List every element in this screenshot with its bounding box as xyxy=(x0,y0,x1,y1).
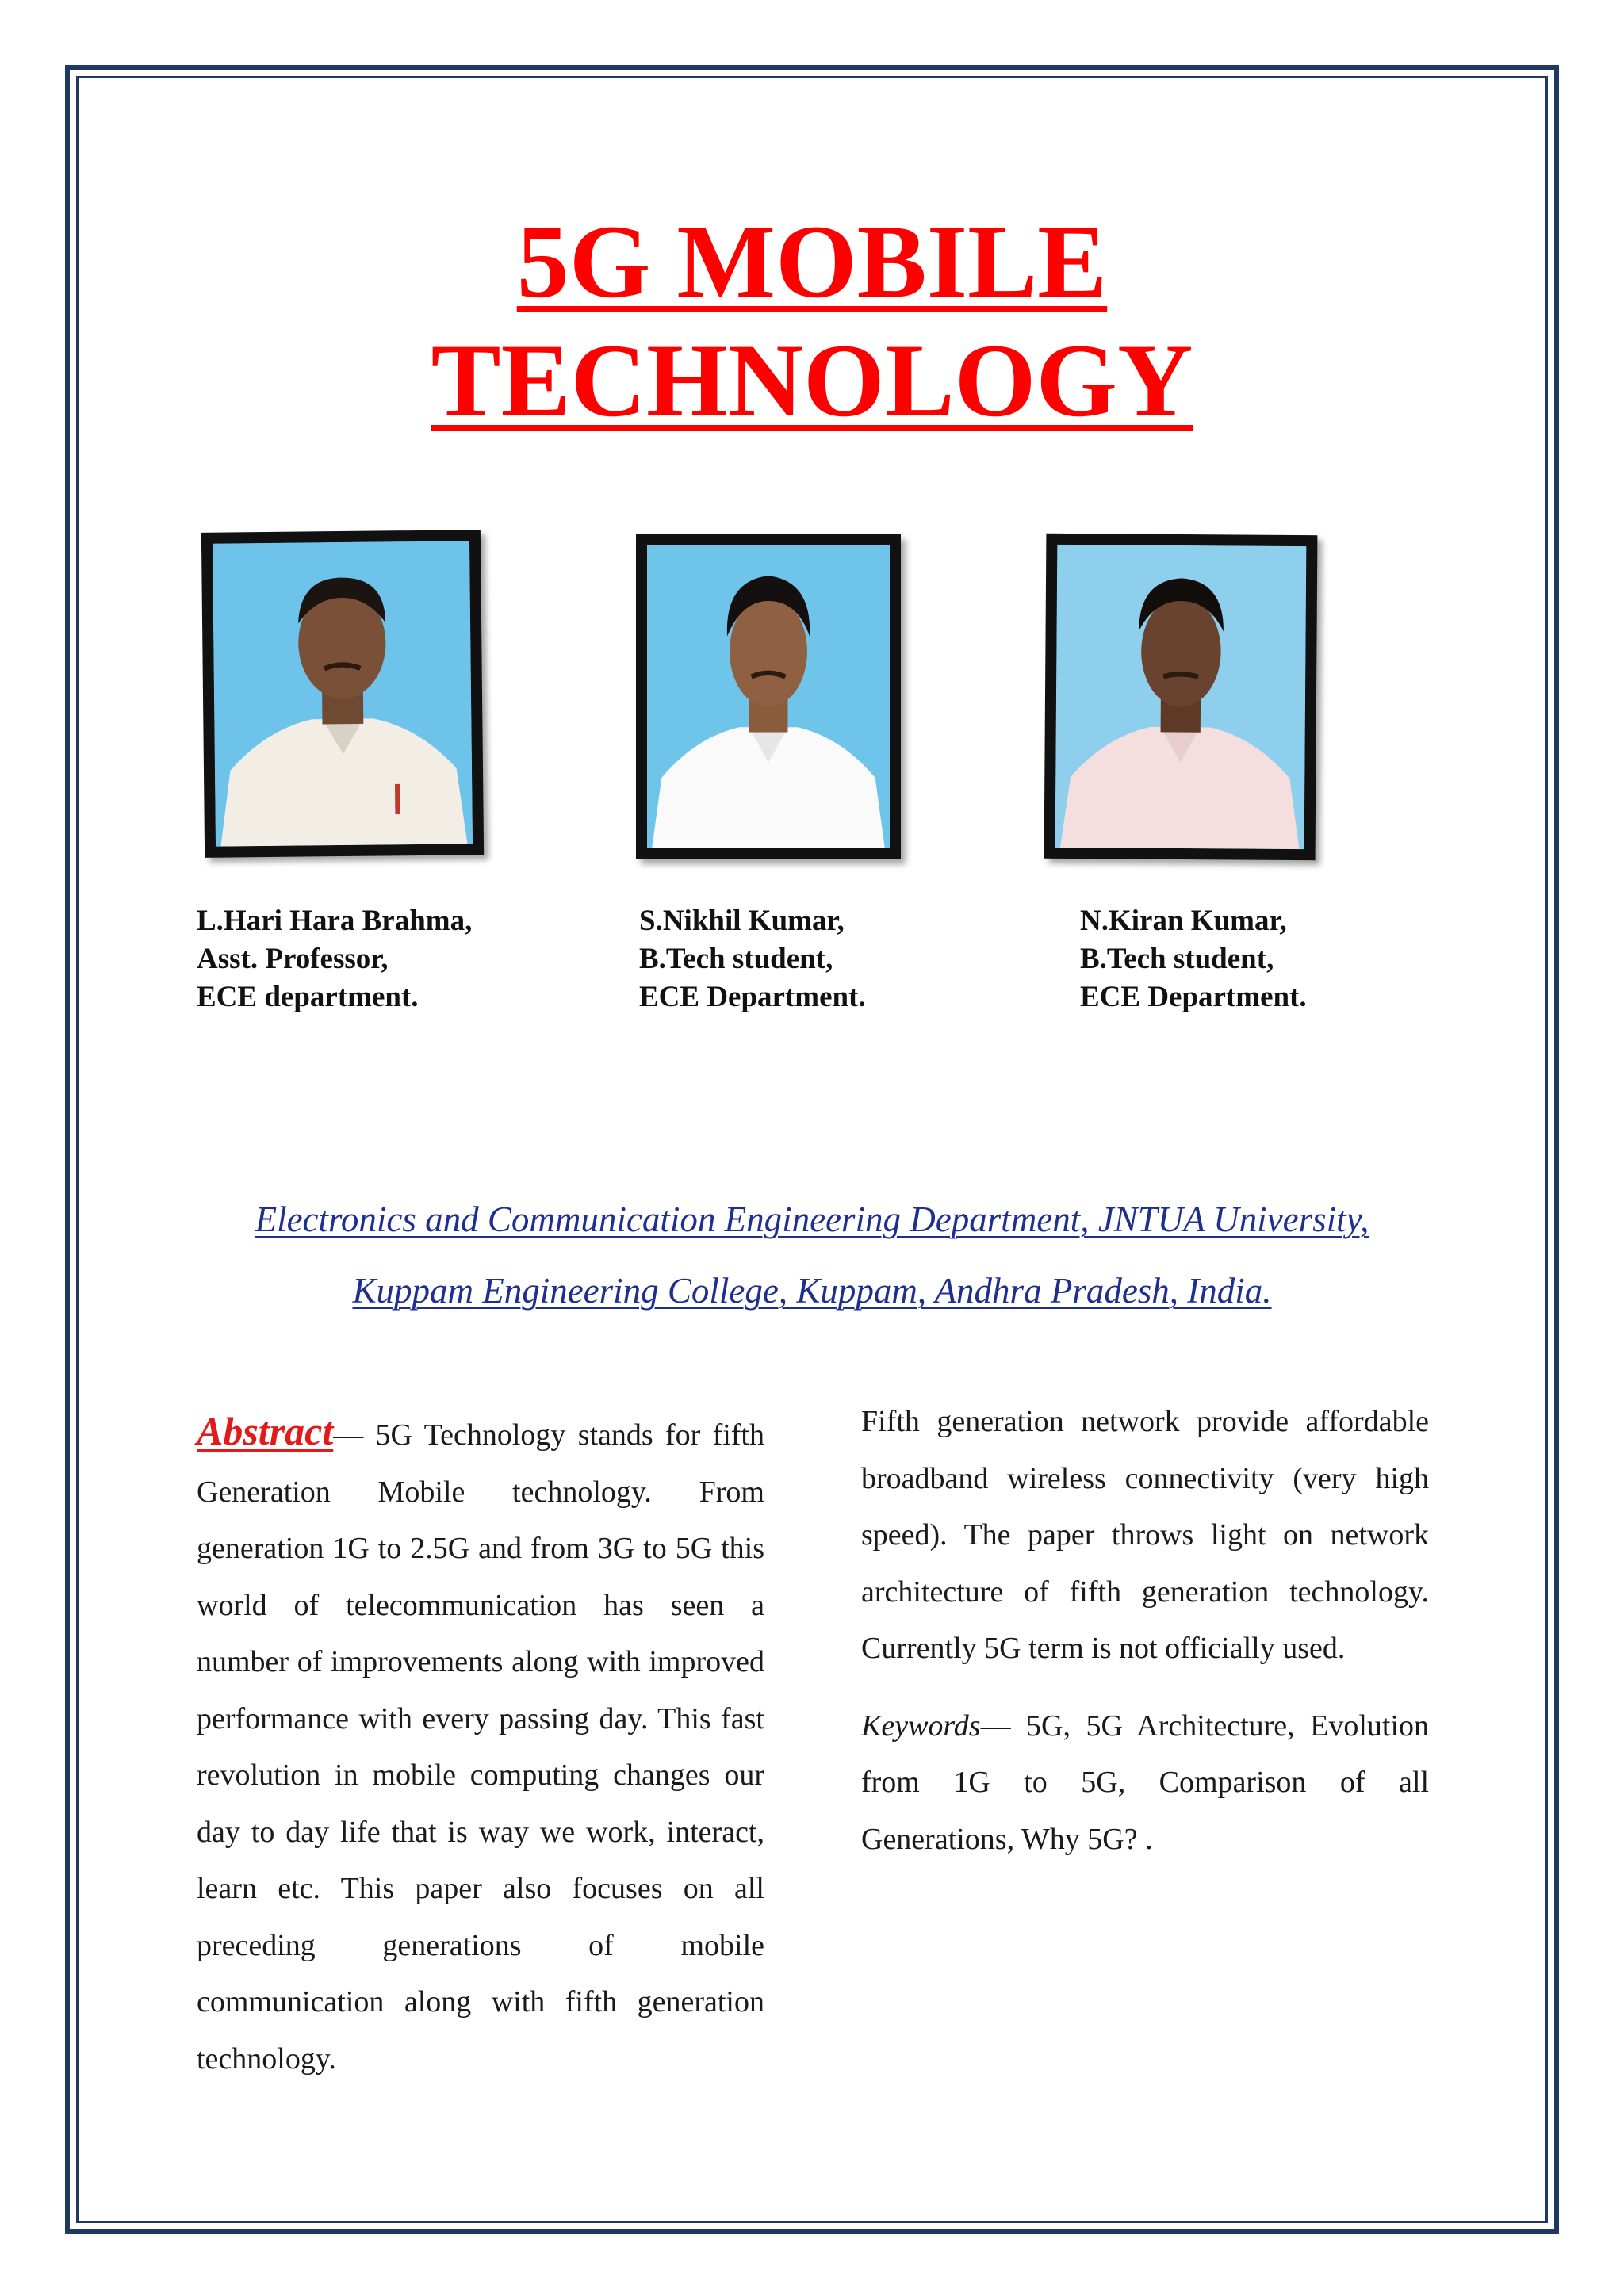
author-caption-1 xyxy=(197,902,472,1016)
author-caption-2 xyxy=(639,902,866,1016)
abstract-column-right xyxy=(861,1394,1429,1868)
author-name: L.Hari Hara Brahma, xyxy=(197,905,473,937)
author-photo-1 xyxy=(201,530,484,858)
author-role: B.Tech student, xyxy=(639,943,833,975)
abstract-continuation: Fifth generation network provide affordable broadband wireless connectivity (very high speed). The paper throws light on network architecture of fifth generation technology. Currently 5G term is not officially used. xyxy=(861,1405,1429,1665)
keywords-heading: Keywords xyxy=(861,1709,981,1743)
author-dept: ECE department. xyxy=(197,981,419,1013)
author-name: S.Nikhil Kumar, xyxy=(639,905,845,937)
abstract-text: 5G Technology stands for fifth Generation Mobile technology. From generation 1G to 2.5G and from 3G to 5G this world of telecommunication has seen a number of improvements along with improved performance with every passing day. This fast revolution in mobile computing changes our day to day life that is way we work, interact, learn etc. This paper also focuses on all preceding generations of mobile communication along with fifth generation technology. xyxy=(197,1418,764,2076)
author-name: N.Kiran Kumar, xyxy=(1080,905,1287,937)
keywords-paragraph xyxy=(861,1698,1429,1869)
abstract-heading: Abstract xyxy=(197,1409,334,1453)
abstract-paragraph xyxy=(197,1403,764,2087)
author-dept: ECE Department. xyxy=(1080,981,1307,1013)
paper-title-line-2: TECHNOLOGY xyxy=(431,322,1193,438)
author-photo-2 xyxy=(636,534,901,859)
author-role: B.Tech student, xyxy=(1080,943,1274,975)
keywords-text: 5G, 5G Architecture, Evolution from 1G to 5G, Comparison of all Generations, Why 5G? . xyxy=(861,1709,1429,1856)
keywords-dash: — xyxy=(980,1709,1011,1743)
author-dept: ECE Department. xyxy=(639,981,866,1013)
paper-title-line-1: 5G MOBILE xyxy=(516,203,1108,320)
abstract-column-left xyxy=(197,1403,764,2087)
author-role: Asst. Professor, xyxy=(197,943,389,975)
abstract-dash: — xyxy=(333,1418,364,1452)
affiliation-line-2: Kuppam Engineering College, Kuppam, Andhra Pradesh, India. xyxy=(352,1271,1272,1311)
affiliation-line-1: Electronics and Communication Engineering Department, JNTUA University, xyxy=(255,1200,1369,1239)
author-caption-3 xyxy=(1080,902,1307,1016)
author-photo-3 xyxy=(1044,534,1318,860)
